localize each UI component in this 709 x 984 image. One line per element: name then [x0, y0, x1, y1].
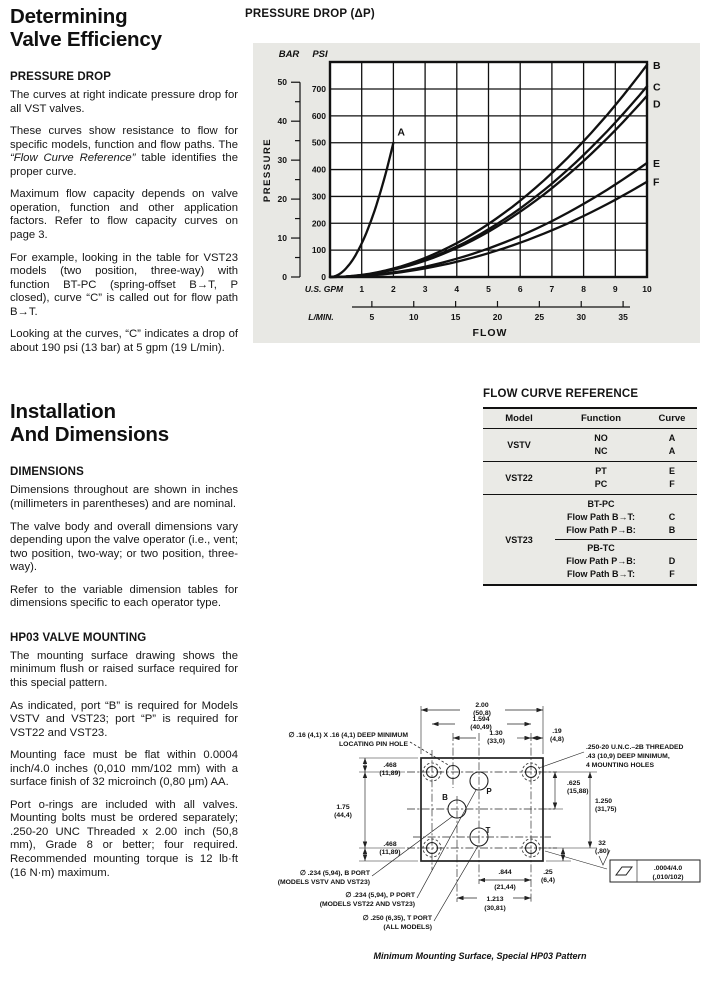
function-curve-cell: PT E PC F — [594, 466, 675, 490]
svg-text:D: D — [653, 98, 661, 111]
svg-text:50: 50 — [277, 77, 287, 88]
svg-text:(ALL MODELS): (ALL MODELS) — [383, 924, 432, 931]
table-row-vst22 — [483, 461, 697, 494]
section-title-installation: Installation And Dimensions — [10, 400, 169, 446]
function-curve-cell: NO A NC A — [594, 433, 676, 457]
callout-mounting-holes — [539, 744, 684, 769]
port-b-label: B — [442, 793, 448, 802]
svg-text:5: 5 — [486, 284, 491, 294]
svg-text:.250-20 U.N.C.–2B THREADED: .250-20 U.N.C.–2B THREADED — [586, 744, 684, 751]
svg-text:3: 3 — [422, 284, 428, 294]
svg-text:(MODELS VST22 AND VST23): (MODELS VST22 AND VST23) — [319, 901, 415, 908]
svg-text:(,80): (,80) — [595, 848, 609, 855]
svg-text:10: 10 — [277, 233, 287, 244]
svg-text:(6,4): (6,4) — [541, 877, 555, 884]
paragraph: Mounting face must be flat within 0.0004 inch/4.0 inches (0,010 mm/102 mm) with a surface finish of 32 microinch (0,80 μm) AA. — [10, 749, 238, 789]
table-row-vstv — [483, 428, 697, 461]
paragraph: As indicated, port “B” is required for Models VSTV and VST23; port “P” is required for VST22 and VST23. — [10, 699, 238, 739]
svg-text:7: 7 — [549, 284, 555, 294]
mounting-drawing-svg — [255, 688, 709, 979]
svg-text:F: F — [653, 176, 660, 189]
svg-text:300: 300 — [311, 191, 326, 202]
svg-text:1.75: 1.75 — [336, 804, 350, 811]
port-p-label: P — [486, 787, 492, 796]
flow-curve-table — [483, 407, 697, 586]
svg-text:20: 20 — [492, 312, 503, 322]
heading-dimensions: DIMENSIONS — [10, 466, 84, 479]
svg-text:.625: .625 — [567, 780, 581, 787]
svg-text:L/MIN.: L/MIN. — [308, 312, 334, 322]
col-header-function: Function — [580, 413, 622, 424]
svg-text:.844: .844 — [498, 869, 512, 876]
svg-text:LOCATING PIN HOLE: LOCATING PIN HOLE — [339, 741, 408, 748]
svg-text:PRESSURE: PRESSURE — [262, 137, 273, 203]
model-cell: VST23 — [505, 534, 533, 545]
svg-text:40: 40 — [277, 116, 287, 127]
svg-text:25: 25 — [534, 312, 545, 322]
left-text-column — [10, 6, 238, 889]
svg-text:5: 5 — [369, 312, 375, 322]
svg-text:1: 1 — [359, 284, 365, 294]
col-header-curve: Curve — [658, 413, 686, 424]
svg-text:500: 500 — [311, 137, 326, 148]
svg-text:10: 10 — [409, 312, 419, 322]
svg-text:4: 4 — [454, 284, 460, 294]
svg-text:(MODELS VSTV AND VST23): (MODELS VSTV AND VST23) — [277, 879, 370, 886]
italic-reference: “Flow Curve Reference” — [10, 152, 136, 165]
paragraph: Dimensions throughout are shown in inches (millimeters in parentheses) and are nominal. — [10, 484, 238, 511]
svg-text:32: 32 — [598, 840, 606, 847]
svg-text:E: E — [653, 157, 661, 170]
surface-finish-symbol — [545, 840, 610, 869]
svg-text:30: 30 — [576, 312, 586, 322]
svg-text:600: 600 — [311, 110, 326, 121]
svg-text:(50,8): (50,8) — [473, 710, 491, 717]
svg-text:(31,75): (31,75) — [595, 806, 617, 813]
svg-text:1.213: 1.213 — [486, 896, 504, 903]
function-curve-cell: BT-PC Flow Path B→T: C Flow Path P→B: B PB-TC Flow Path P→B: D Flow Path B→T: F — [555, 495, 697, 584]
heading-pressure-drop: PRESSURE DROP — [10, 71, 111, 84]
svg-text:700: 700 — [311, 84, 326, 95]
svg-text:0: 0 — [282, 272, 287, 282]
svg-text:∅ .234 (5,94), P PORT: ∅ .234 (5,94), P PORT — [345, 892, 415, 899]
table-header-row — [483, 409, 697, 428]
paragraph: For example, looking in the table for VST23 models (two position, three-way) with function BT-PC (spring-offset B→T, P closed), curve “C” is called out for flow path B→T. — [10, 251, 238, 318]
callout-b-port — [278, 816, 453, 886]
svg-text:10: 10 — [642, 284, 652, 294]
svg-text:(4,8): (4,8) — [550, 736, 564, 743]
paragraph: Refer to the variable dimension tables for dimensions specific to each operator type. — [10, 583, 238, 610]
svg-text:2.00: 2.00 — [475, 702, 489, 709]
svg-text:FLOW: FLOW — [472, 327, 508, 339]
svg-text:∅ .250 (6,35), T PORT: ∅ .250 (6,35), T PORT — [362, 915, 432, 922]
mounting-surface-drawing — [255, 688, 709, 984]
paragraph: The curves at right indicate pressure drop for all VST valves. — [10, 89, 238, 115]
svg-text:C: C — [653, 81, 661, 94]
chart-title: PRESSURE DROP (ΔP) — [245, 8, 375, 20]
flatness-callout — [610, 860, 700, 882]
svg-text:.468: .468 — [383, 762, 397, 769]
svg-text:.0004/4.0: .0004/4.0 — [653, 865, 683, 872]
paragraph: These curves show resistance to flow for specific models, function and flow paths. The “Flow Curve Reference” table identifies the proper curve. — [10, 125, 238, 178]
svg-text:1.30: 1.30 — [489, 730, 503, 737]
paragraph: Looking at the curves, “C” indicates a drop of about 190 psi (13 bar) at 5 gpm (19 L/min). — [10, 328, 238, 354]
col-header-model: Model — [505, 413, 533, 424]
callout-locating-pin — [289, 731, 451, 766]
model-cell: VSTV — [507, 440, 531, 451]
paragraph: The mounting surface drawing shows the minimum flush or raised surface required for this special pattern. — [10, 649, 238, 689]
svg-text:(11,89): (11,89) — [379, 770, 401, 777]
svg-text:A: A — [397, 126, 405, 139]
svg-text:.43 (10,9) DEEP MINIMUM,: .43 (10,9) DEEP MINIMUM, — [586, 753, 670, 760]
svg-text:4 MOUNTING HOLES: 4 MOUNTING HOLES — [586, 762, 654, 769]
drawing-caption: Minimum Mounting Surface, Special HP03 Pattern — [373, 951, 587, 961]
svg-text:(40,49): (40,49) — [470, 724, 492, 731]
svg-text:(33,0): (33,0) — [487, 738, 505, 745]
svg-text:U.S. GPM: U.S. GPM — [304, 284, 344, 294]
svg-text:.25: .25 — [543, 869, 553, 876]
svg-text:20: 20 — [277, 194, 287, 205]
svg-text:B: B — [653, 59, 661, 72]
heading-hp03-mounting: HP03 VALVE MOUNTING — [10, 631, 147, 644]
svg-text:(11,89): (11,89) — [379, 849, 401, 856]
mounting-holes — [423, 763, 540, 857]
svg-text:0: 0 — [321, 272, 326, 282]
svg-text:(,010/102): (,010/102) — [652, 874, 684, 881]
svg-text:400: 400 — [311, 164, 326, 175]
flow-table-title: FLOW CURVE REFERENCE — [483, 388, 639, 400]
svg-text:1.250: 1.250 — [595, 798, 613, 805]
svg-text:.468: .468 — [383, 841, 397, 848]
pressure-drop-chart — [253, 43, 700, 343]
svg-text:30: 30 — [277, 155, 287, 166]
svg-text:BAR: BAR — [278, 49, 300, 60]
page-title: Determining Valve Efficiency — [10, 5, 162, 51]
svg-text:8: 8 — [581, 284, 586, 294]
subgroup-divider — [555, 539, 697, 540]
svg-text:PSI: PSI — [312, 49, 328, 60]
paragraph: The valve body and overall dimensions vary depending upon the valve operator (i.e., vent; two position, two-way; or two position, three-way). — [10, 520, 238, 574]
svg-text:1.594: 1.594 — [472, 716, 490, 723]
paragraph: Maximum flow capacity depends on valve operation, function and other application factors. Refer to flow capacity curves on page 3. — [10, 188, 238, 242]
svg-text:200: 200 — [311, 218, 326, 229]
svg-text:∅ .16 (4,1) X .16 (4,1) DEEP M: ∅ .16 (4,1) X .16 (4,1) DEEP MINIMUM — [288, 732, 408, 739]
svg-text:100: 100 — [311, 245, 326, 256]
svg-text:(15,88): (15,88) — [567, 788, 589, 795]
svg-text:∅ .234 (5,94), B PORT: ∅ .234 (5,94), B PORT — [299, 870, 370, 877]
table-row-vst23 — [483, 494, 697, 584]
svg-text:6: 6 — [517, 284, 523, 294]
svg-text:(44,4): (44,4) — [334, 812, 352, 819]
svg-text:(30,81): (30,81) — [484, 905, 506, 912]
svg-text:15: 15 — [450, 312, 461, 322]
port-t-label: T — [485, 826, 491, 835]
svg-text:35: 35 — [618, 312, 628, 322]
pressure-chart-svg — [253, 43, 700, 343]
svg-text:.19: .19 — [552, 728, 562, 735]
svg-text:(21,44): (21,44) — [494, 884, 516, 891]
paragraph: Port o-rings are included with all valves. Mounting bolts must be ordered separately; .250-20 UNC Threaded x 2.00 inch (50,8 mm), Grade 8 or better; four required. Recommended mounting torque is 12 lb·ft (16 N·m) maximum. — [10, 798, 238, 879]
svg-text:2: 2 — [391, 284, 396, 294]
model-cell: VST22 — [505, 473, 533, 484]
svg-text:9: 9 — [612, 284, 618, 294]
